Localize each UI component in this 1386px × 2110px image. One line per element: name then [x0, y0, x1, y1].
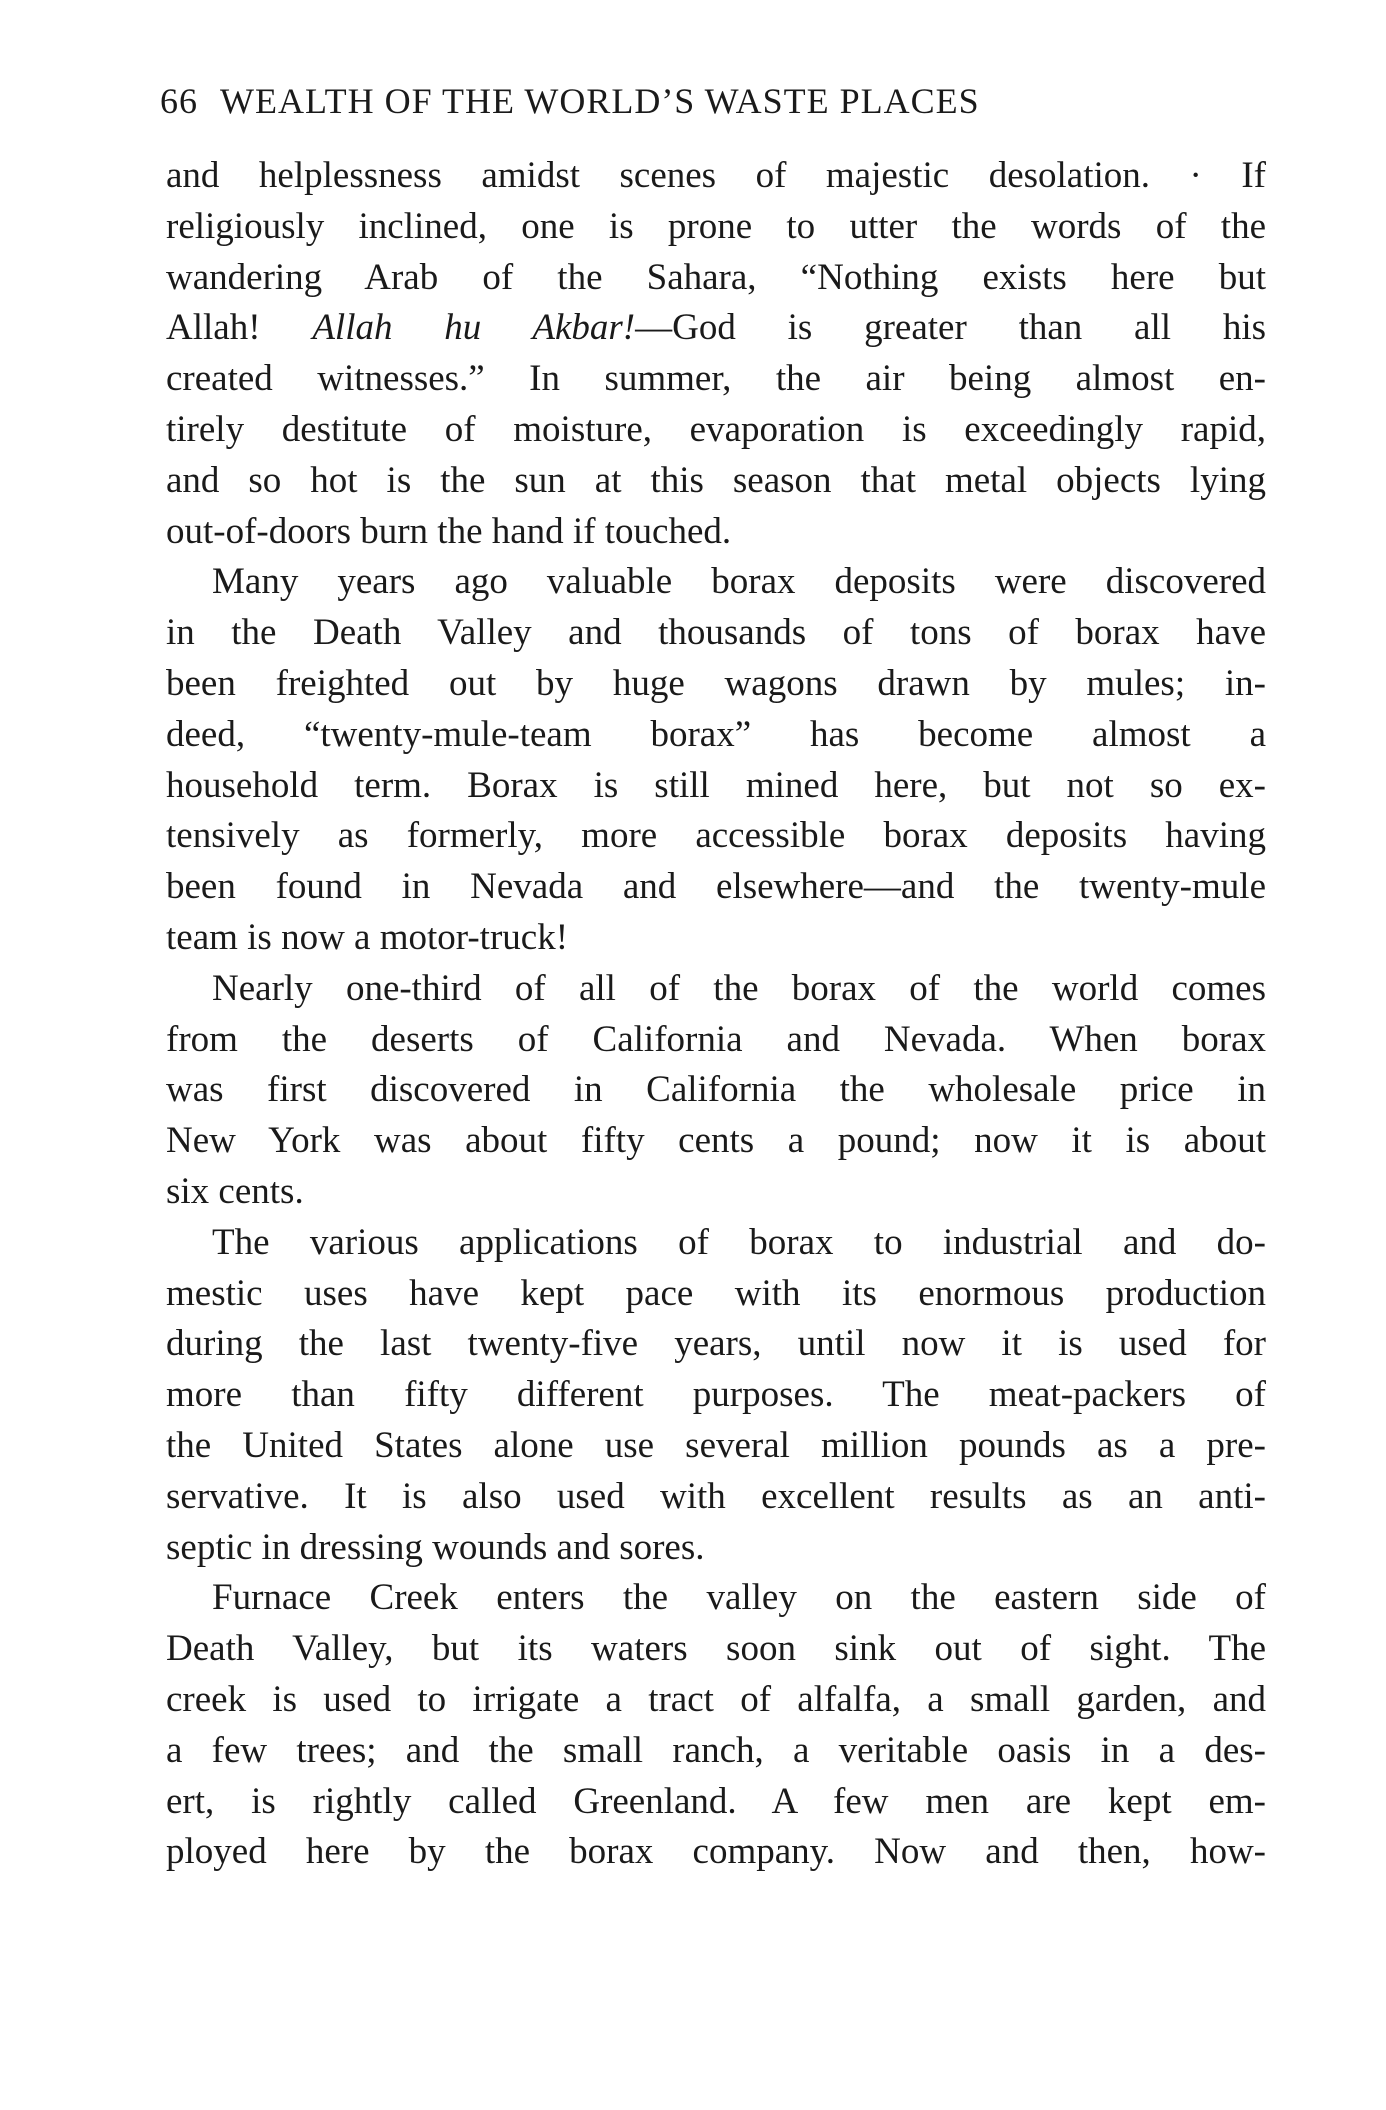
paragraph: [166, 964, 1266, 1218]
text-line: Many years ago valuable borax deposits were discovered: [212, 561, 1266, 603]
body-text: [166, 151, 1266, 1878]
text-line: creek is used to irrigate a tract of alfalfa, a small garden, and: [166, 1678, 1266, 1720]
text-line: in the Death Valley and thousands of tons of borax have: [166, 612, 1266, 654]
text-line: team is now a motor-truck!: [166, 916, 569, 958]
text-segment: Allah!: [166, 307, 313, 349]
text-line: six cents.: [166, 1170, 304, 1212]
text-line: septic in dressing wounds and sores.: [166, 1526, 705, 1568]
text-line: religiously inclined, one is prone to utter the words of the: [166, 205, 1266, 247]
text-line: deed, “twenty-mule-team borax” has become almost a: [166, 713, 1266, 755]
paragraph: [166, 1573, 1266, 1878]
text-line: and helplessness amidst scenes of majestic desolation. · If: [166, 155, 1266, 196]
text-line: out-of-doors burn the hand if touched.: [166, 510, 732, 552]
paragraph: [166, 557, 1266, 963]
text-line: and so hot is the sun at this season that metal objects lying: [166, 459, 1266, 501]
text-line: Nearly one-third of all of the borax of the world comes: [212, 967, 1266, 1009]
running-title: WEALTH OF THE WORLD’S WASTE PLACES: [220, 81, 980, 121]
text-line: [166, 303, 1266, 354]
paragraph: [166, 1218, 1266, 1574]
text-segment: —God is greater than all his: [635, 307, 1266, 349]
text-line: tirely destitute of moisture, evaporation is exceedingly rapid,: [166, 408, 1266, 450]
text-line: more than fifty different purposes. The meat-packers of: [166, 1374, 1266, 1416]
text-line: was first discovered in California the wholesale price in: [166, 1069, 1266, 1111]
paragraph: [166, 151, 1266, 557]
text-line: household term. Borax is still mined here, but not so ex-: [166, 764, 1266, 806]
text-line: The various applications of borax to industrial and do-: [212, 1221, 1266, 1263]
text-line: from the deserts of California and Nevada. When borax: [166, 1018, 1266, 1060]
text-line: New York was about fifty cents a pound; now it is about: [166, 1120, 1266, 1162]
text-line: tensively as formerly, more accessible borax deposits having: [166, 815, 1266, 857]
text-line: servative. It is also used with excellent results as an anti-: [166, 1475, 1266, 1517]
text-line: been found in Nevada and elsewhere—and the twenty-mule: [166, 866, 1266, 908]
text-line: Furnace Creek enters the valley on the eastern side of: [212, 1577, 1266, 1619]
page-number: 66: [160, 81, 198, 121]
text-line: the United States alone use several million pounds as a pre-: [166, 1424, 1266, 1466]
text-line: during the last twenty-five years, until now it is used for: [166, 1323, 1266, 1365]
text-line: created witnesses.” In summer, the air being almost en-: [166, 358, 1266, 400]
text-line: mestic uses have kept pace with its enormous production: [166, 1272, 1266, 1314]
running-header: [160, 76, 1190, 126]
text-line: a few trees; and the small ranch, a veritable oasis in a des-: [166, 1729, 1266, 1771]
text-line: Death Valley, but its waters soon sink out of sight. The: [166, 1628, 1266, 1670]
text-line: ert, is rightly called Greenland. A few men are kept em-: [166, 1780, 1266, 1822]
text-line: ployed here by the borax company. Now and then, how-: [166, 1831, 1266, 1873]
text-line: been freighted out by huge wagons drawn by mules; in-: [166, 662, 1266, 704]
italic-phrase: Allah hu Akbar!: [312, 307, 636, 349]
text-line: wandering Arab of the Sahara, “Nothing exists here but: [166, 256, 1266, 298]
